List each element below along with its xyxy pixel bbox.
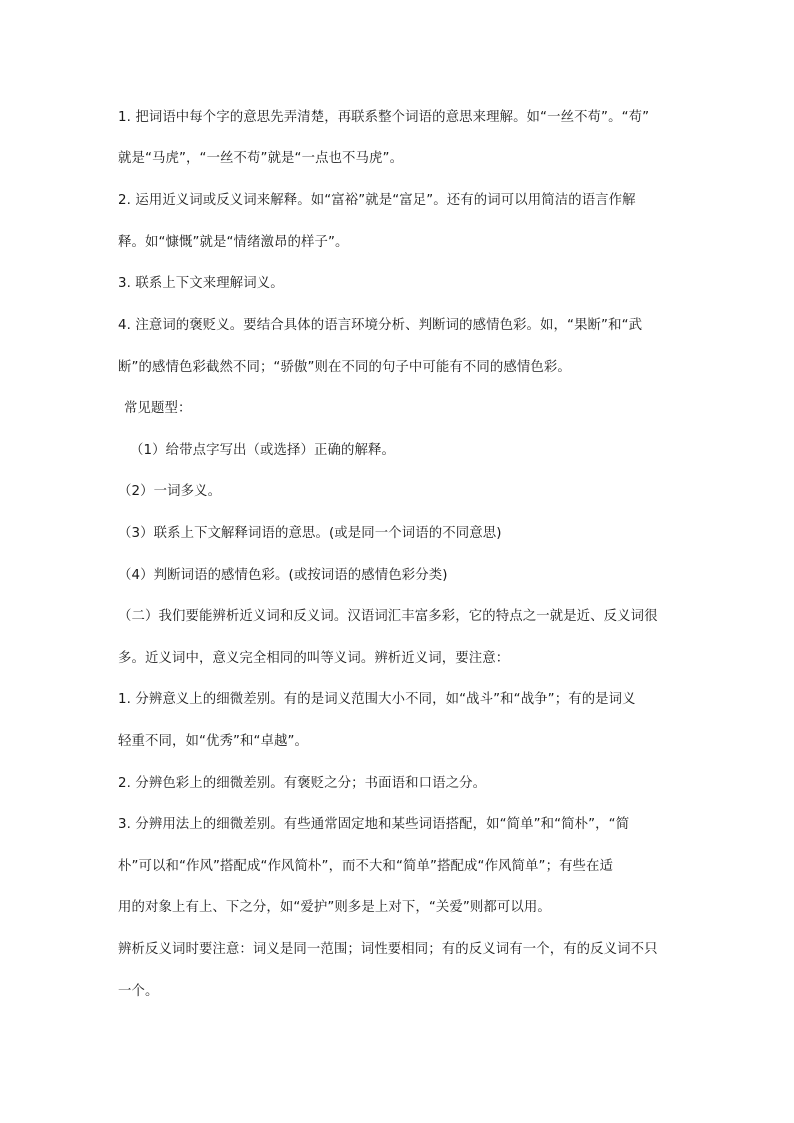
- paragraph-line: 断”的感情色彩截然不同；“骄傲”则在不同的句子中可能有不同的感情色彩。: [118, 360, 571, 375]
- paragraph-line: 就是“马虎”，“一丝不苟”就是“一点也不马虎”。: [118, 151, 404, 166]
- list-item: （3）联系上下文解释词语的意思。(或是同一个词语的不同意思): [118, 526, 502, 541]
- list-item: （1）给带点字写出（或选择）正确的解释。: [130, 443, 395, 458]
- paragraph-line: 1. 把词语中每个字的意思先弄清楚，再联系整个词语的意思来理解。如“一丝不苟”。“苟”: [118, 110, 650, 125]
- paragraph-line: （二）我们要能辨析近义词和反义词。汉语词汇丰富多彩，它的特点之一就是近、反义词很: [118, 609, 658, 624]
- paragraph-line: 释。如“慷慨”就是“情绪激昂的样子”。: [118, 235, 349, 250]
- paragraph-line: 辨析反义词时要注意：词义是同一范围；词性要相同；有的反义词有一个，有的反义词不只: [118, 942, 658, 957]
- paragraph-line: 多。近义词中，意义完全相同的叫等义词。辨析近义词，要注意：: [118, 651, 510, 666]
- section-heading: 常见题型：: [124, 401, 192, 416]
- paragraph-line: 4. 注意词的褒贬义。要结合具体的语言环境分析、判断词的感情色彩。如，“果断”和“武: [118, 318, 643, 333]
- paragraph-line: 3. 分辨用法上的细微差别。有些通常固定地和某些词语搭配，如“简单”和“简朴”，“简: [118, 817, 630, 832]
- paragraph-line: 朴”可以和“作风”搭配成“作风简朴”，而不大和“简单”搭配成“作风简单”；有些在适: [118, 859, 614, 874]
- paragraph-line: 1. 分辨意义上的细微差别。有的是词义范围大小不同，如“战斗”和“战争”；有的是词义: [118, 692, 636, 707]
- paragraph-line: 用的对象上有上、下之分，如“爱护”则多是上对下，“关爱”则都可以用。: [118, 900, 551, 915]
- paragraph-line: 2. 分辨色彩上的细微差别。有褒贬之分；书面语和口语之分。: [118, 776, 487, 791]
- list-item: （2）一词多义。: [118, 484, 222, 499]
- paragraph-line: 一个。: [118, 984, 159, 999]
- paragraph-line: 3. 联系上下文来理解词义。: [118, 276, 284, 291]
- list-item: （4）判断词语的感情色彩。(或按词语的感情色彩分类): [118, 568, 448, 583]
- paragraph-line: 轻重不同，如“优秀”和“卓越”。: [118, 734, 309, 749]
- paragraph-line: 2. 运用近义词或反义词来解释。如“富裕”就是“富足”。还有的词可以用简洁的语言作解: [118, 193, 636, 208]
